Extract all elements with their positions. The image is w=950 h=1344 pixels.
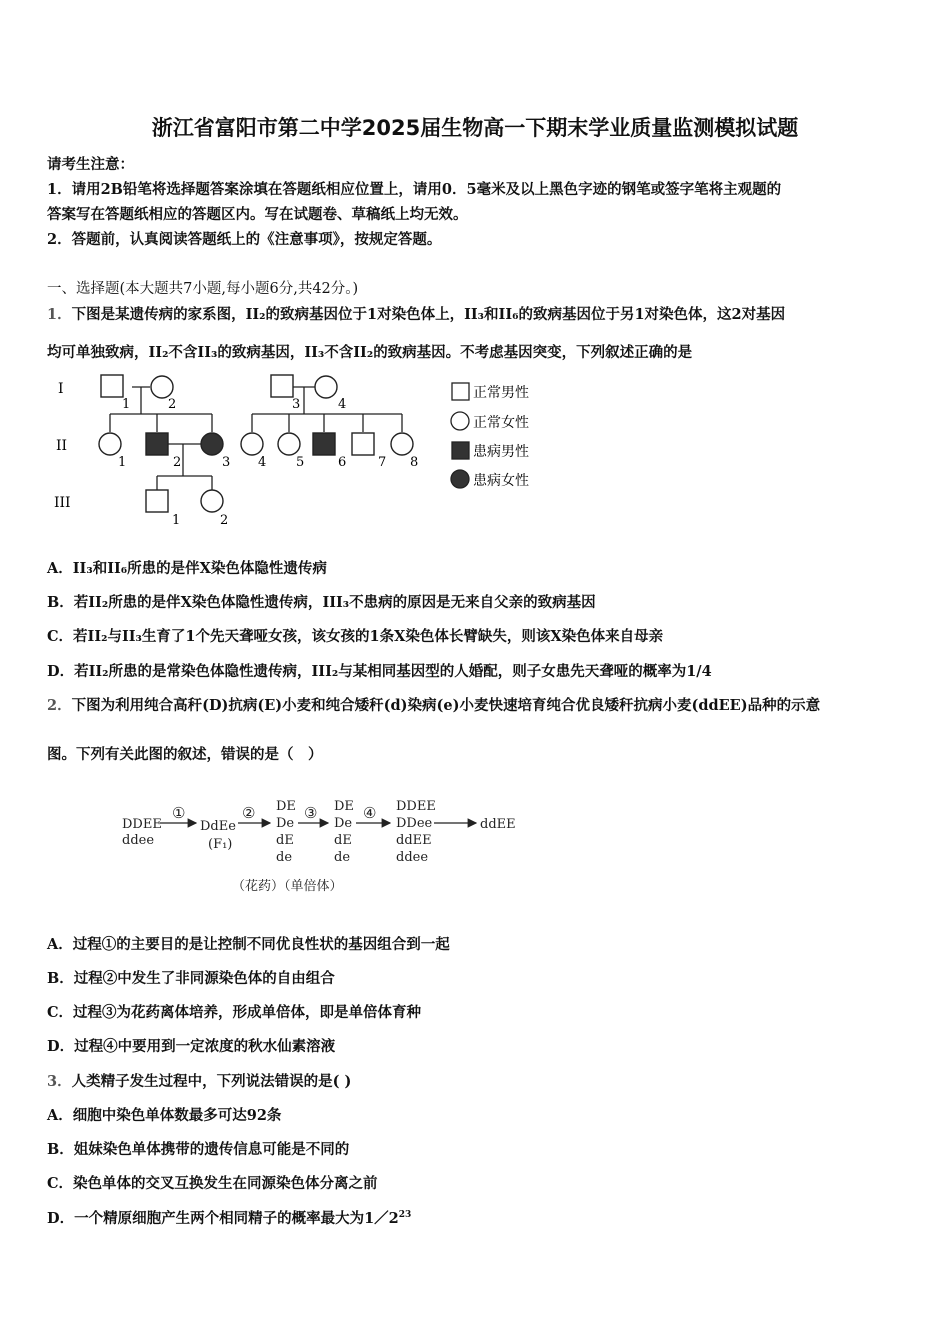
notice-line-2: 答案写在答题纸相应的答题区内。写在试题卷、草稿纸上均无效。 bbox=[47, 206, 468, 223]
legend-affected-female-icon bbox=[451, 470, 469, 488]
pedigree-number: 6 bbox=[338, 455, 347, 470]
question-1-stem-line-1: 1．下图是某遗传病的家系图，II₂的致病基因位于1对染色体上，II₃和II₆的致病基因位于另1对染色体，这2对基因 bbox=[47, 306, 786, 323]
pedigree-ii4-normal-female bbox=[241, 433, 263, 455]
pedigree-number: 3 bbox=[222, 455, 231, 470]
pedigree-number: 1 bbox=[122, 397, 131, 412]
pedigree-iii2-normal-female bbox=[201, 490, 223, 512]
pedigree-number: 1 bbox=[172, 513, 181, 528]
diploid-genotype: DDee bbox=[396, 816, 433, 831]
breeding-diagram bbox=[110, 790, 540, 902]
question-3-option-a[interactable]: A．细胞中染色单体数最多可达92条 bbox=[47, 1107, 282, 1124]
parent-2-genotype: ddee bbox=[122, 833, 155, 848]
pedigree-ii6-affected-male bbox=[313, 433, 335, 455]
question-2-option-a[interactable]: A．过程①的主要目的是让控制不同优良性状的基因组合到一起 bbox=[47, 936, 450, 953]
f1-label: (F₁) bbox=[208, 837, 233, 852]
page-title: 浙江省富阳市第二中学2025届生物高一下期末学业质量监测模拟试题 bbox=[151, 116, 799, 140]
question-3-option-d[interactable]: D．一个精原细胞产生两个相同精子的概率最大为$1/2^{23}$ bbox=[47, 1210, 412, 1227]
gamete-genotype: dE bbox=[276, 833, 294, 848]
question-2-option-b[interactable]: B．过程②中发生了非同源染色体的自由组合 bbox=[47, 970, 335, 987]
legend-affected-male-label: 患病男性 bbox=[473, 444, 529, 460]
pedigree-number: 2 bbox=[173, 455, 182, 470]
question-1-option-d[interactable]: D．若II₂所患的是常染色体隐性遗传病，III₂与某相同基因型的人婚配，则子女患先天聋哑的概率为1/4 bbox=[47, 663, 712, 680]
diploid-genotype: ddEE bbox=[396, 833, 432, 848]
pedigree-number: 2 bbox=[168, 397, 177, 412]
diagram-caption: （花药）（单倍体） bbox=[232, 879, 343, 894]
question-3-option-b[interactable]: B．姐妹染色单体携带的遗传信息可能是不同的 bbox=[47, 1141, 350, 1158]
legend-normal-male-icon bbox=[452, 383, 469, 400]
pedigree-gen-2-label: II bbox=[56, 438, 68, 454]
notice-line-3: 2．答题前，认真阅读答题纸上的《注意事项》，按规定答题。 bbox=[47, 231, 442, 248]
pedigree-ii2-affected-male bbox=[146, 433, 168, 455]
pedigree-number: 1 bbox=[118, 455, 127, 470]
legend-affected-male-icon bbox=[452, 442, 469, 459]
pedigree-gen-1-label: I bbox=[58, 381, 64, 397]
gamete-genotype: De bbox=[276, 816, 295, 831]
legend-affected-female-label: 患病女性 bbox=[473, 473, 529, 489]
haploid-genotype: De bbox=[334, 816, 353, 831]
pedigree-number: 2 bbox=[220, 513, 229, 528]
f1-genotype: DdEe bbox=[200, 819, 236, 834]
question-2-stem-line-2: 图。下列有关此图的叙述，错误的是（ ） bbox=[47, 746, 323, 763]
haploid-genotype: de bbox=[334, 850, 351, 865]
section-heading: 一、选择题(本大题共7小题,每小题6分,共42分。) bbox=[47, 281, 359, 297]
notice-heading: 请考生注意： bbox=[47, 156, 134, 173]
pedigree-ii5-normal-female bbox=[278, 433, 300, 455]
pedigree-number: 5 bbox=[296, 455, 305, 470]
pedigree-number: 7 bbox=[378, 455, 387, 470]
legend-normal-female-icon bbox=[451, 412, 469, 430]
pedigree-ii3-affected-female bbox=[201, 433, 223, 455]
pedigree-iii1-normal-male bbox=[146, 490, 168, 512]
pedigree-number: 4 bbox=[258, 455, 267, 470]
gamete-genotype: de bbox=[276, 850, 293, 865]
question-2-stem-line-1: 2．下图为利用纯合高秆(D)抗病(E)小麦和纯合矮秆(d)染病(e)小麦快速培育纯合优良矮秆抗病小麦(ddEE)品种的示意 bbox=[47, 697, 821, 714]
pedigree-gen-3-label: III bbox=[54, 495, 71, 511]
legend-normal-female-label: 正常女性 bbox=[473, 415, 529, 431]
haploid-genotype: DE bbox=[334, 799, 354, 814]
question-2-option-c[interactable]: C．过程③为花药离体培养，形成单倍体，即是单倍体育种 bbox=[47, 1004, 422, 1021]
step-3-marker: ③ bbox=[304, 804, 318, 822]
step-1-marker: ① bbox=[172, 804, 186, 822]
pedigree-i4-normal-female bbox=[315, 376, 337, 398]
pedigree-chart bbox=[40, 366, 560, 536]
question-2-option-d[interactable]: D．过程④中要用到一定浓度的秋水仙素溶液 bbox=[47, 1038, 336, 1055]
question-1-option-a[interactable]: A．II₃和II₆所患的是伴X染色体隐性遗传病 bbox=[47, 560, 327, 577]
question-3-option-c[interactable]: C．染色单体的交叉互换发生在同源染色体分离之前 bbox=[47, 1175, 378, 1192]
parent-1-genotype: DDEE bbox=[122, 817, 162, 832]
notice-line-1: 1．请用2B铅笔将选择题答案涂填在答题纸相应位置上，请用0．5毫米及以上黑色字迹的钢笔或签字笔将主观题的 bbox=[47, 181, 782, 198]
question-3-stem: 3．人类精子发生过程中，下列说法错误的是( ) bbox=[47, 1073, 352, 1090]
diploid-genotype: DDEE bbox=[396, 799, 436, 814]
haploid-genotype: dE bbox=[334, 833, 352, 848]
pedigree-ii1-normal-female bbox=[99, 433, 121, 455]
pedigree-number: 4 bbox=[338, 397, 347, 412]
gamete-genotype: DE bbox=[276, 799, 296, 814]
question-1-option-c[interactable]: C．若II₂与II₃生育了1个先天聋哑女孩，该女孩的1条X染色体长臂缺失，则该X染色体来自母亲 bbox=[47, 628, 664, 645]
step-4-marker: ④ bbox=[363, 804, 377, 822]
result-genotype: ddEE bbox=[480, 817, 516, 832]
pedigree-i3-normal-male bbox=[271, 375, 293, 397]
pedigree-ii8-normal-female bbox=[391, 433, 413, 455]
question-1-option-b[interactable]: B．若II₂所患的是伴X染色体隐性遗传病，III₃不患病的原因是无来自父亲的致病基因 bbox=[47, 594, 596, 611]
pedigree-i1-normal-male bbox=[101, 375, 123, 397]
pedigree-i2-normal-female bbox=[151, 376, 173, 398]
step-2-marker: ② bbox=[242, 804, 256, 822]
pedigree-number: 8 bbox=[410, 455, 419, 470]
diploid-genotype: ddee bbox=[396, 850, 429, 865]
legend-normal-male-label: 正常男性 bbox=[473, 385, 529, 401]
pedigree-ii7-normal-male bbox=[352, 433, 374, 455]
pedigree-number: 3 bbox=[292, 397, 301, 412]
question-1-stem-line-2: 均可单独致病，II₂不含II₃的致病基因，II₃不含II₂的致病基因。不考虑基因突变，下列叙述正确的是 bbox=[47, 344, 693, 361]
